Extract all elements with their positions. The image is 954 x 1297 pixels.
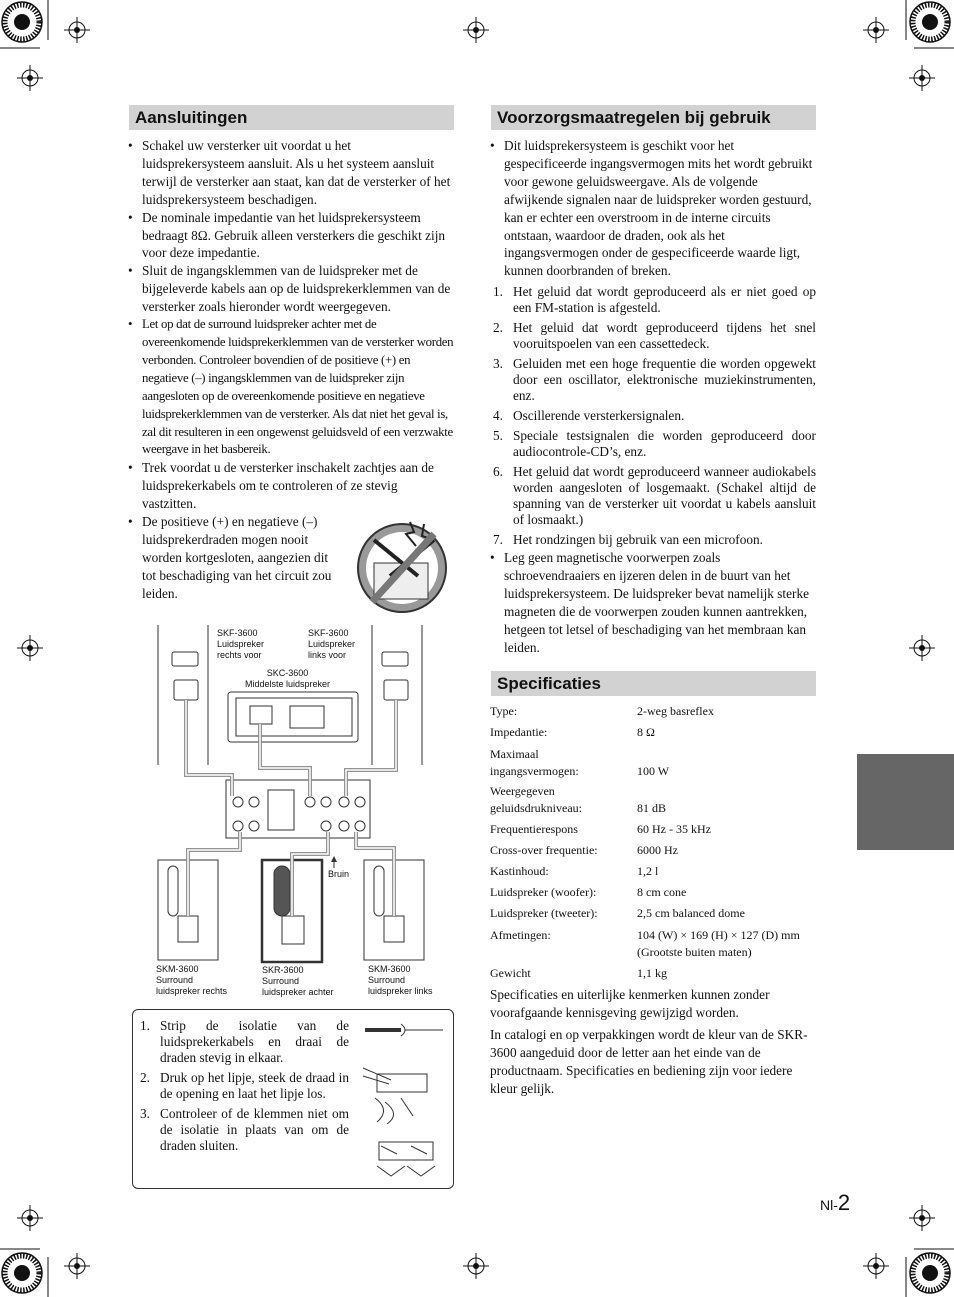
label-skr: SKR-3600 Surround luidspreker achter [262, 965, 334, 997]
color-note: In catalogi en op verpakkingen wordt de kleur van de SKR-3600 aangeduid door de letter aan het einde van de productnaam. Specificaties en bediening zijn voor iedere kleur gelijk. [490, 1027, 808, 1096]
bullet-item: • De positieve (+) en negatieve (–) luidsprekerdraden mogen nooit worden kortgesloten, aangezien dit tot beschadiging van het circuit zou leiden. [128, 513, 334, 603]
bullet-item: • Dit luidsprekersysteem is geschikt voor het gespecificeerde ingangsvermogen mits het wordt gebruikt voor gewone geluidsweergave. Als de volgende afwijkende signalen naar de luidspreker worden gestuurd, kan er echter een overstroom in de interne circuits ontstaan, waardoor de draden, ook als het ingangsvermogen onder de gespecificeerde waarde ligt, kunnen doorbranden of breken. [490, 137, 817, 280]
numbered-item: 2. Het geluid dat wordt geproduceerd tijdens het snel vooruitspoelen van een cassettedeck. [493, 320, 816, 351]
label-skm-left: SKM-3600 Surround luidspreker links [368, 964, 433, 996]
section-heading-specificaties: Specificaties [491, 671, 816, 696]
label-bruin: Bruin [328, 869, 350, 879]
step-item: 3. Controleer of de klemmen niet om de isolatie in plaats van om de draden sluiten. [140, 1106, 349, 1153]
numbered-item: 4. Oscillerende versterkersignalen. [493, 408, 685, 423]
bullet-item: • Schakel uw versterker uit voordat u het luidsprekersysteem aansluit. Als u het systeem aansluit terwijl de versterker aan staat, kan dat de versterker of het luidsprekersysteem beschadigen. [128, 137, 455, 209]
bullet-item: • Sluit de ingangsklemmen van de luidspreker met de bijgeleverde kabels aan op de luidsprekerklemmen van de versterker zoals hieronder wordt weergegeven. [128, 262, 455, 316]
numbered-item: 3. Geluiden met een hoge frequentie die worden opgewekt door een oscillator, elektronische muziekinstrumenten, enz. [493, 356, 816, 403]
numbered-item: 5. Speciale testsignalen die worden geproduceerd door audiocontrole-CD’s, enz. [493, 428, 816, 459]
spec-note: Specificaties en uiterlijke kenmerken kunnen zonder voorafgaande kennisgeving gewijzigd worden. [490, 987, 770, 1020]
bullet-item: • Let op dat de surround luidspreker achter met de overeenkomende luidsprekerklemmen van de versterker worden verbonden. Controleer bovendien of de positieve (+) en negatieve (–) ingangsklemmen van de luidspreker zijn aangesloten op de overeenkomende positieve en negatieve luidsprekerklemmen van de versterker. Als dat niet het geval is, zal dit resulteren in een ongewenst geluidsveld of een verzwakte weergave in het basbereik. [128, 316, 455, 459]
numbered-item: 6. Het geluid dat wordt geproduceerd wanneer audiokabels worden aangesloten of losgemaakt. (Schakel altijd de spanning van de versterker uit voordat u kabels aansluit of losmaakt.) [493, 464, 816, 527]
label-skf-left: SKF-3600 Luidspreker links voor [308, 628, 356, 660]
bullet-item: • Trek voordat u de versterker inschakelt zachtjes aan de luidsprekerkabels om te controleren of ze stevig vastzitten. [128, 459, 455, 513]
page-number: Nl-2 [820, 1190, 851, 1215]
numbered-item: 7. Het rondzingen bij gebruik van een microfoon. [493, 532, 763, 547]
bullet-item: • Leg geen magnetische voorwerpen zoals schroevendraaiers en ijzeren delen in de buurt van het luidsprekersysteem. De luidspreker bevat namelijk sterke magneten die de voorwerpen zouden kunnen aantrekken, hetgeen tot letsel of beschadiging van het membraan kan leiden. [490, 549, 817, 656]
section-heading-aansluitingen: Aansluitingen [129, 105, 454, 130]
section-heading-voorzorgsmaatregelen: Voorzorgsmaatregelen bij gebruik [491, 105, 816, 130]
label-skc: SKC-3600 Middelste luidspreker [245, 668, 331, 689]
step-item: 2. Druk op het lipje, steek de draad in de opening en laat het lipje los. [140, 1070, 349, 1101]
label-skm-right: SKM-3600 Surround luidspreker rechts [156, 964, 228, 996]
numbered-item: 1. Het geluid dat wordt geproduceerd als er niet goed op een FM-station is afgesteld. [493, 284, 816, 315]
label-skf-right: SKF-3600 Luidspreker rechts voor [217, 628, 265, 660]
bullet-item: • De nominale impedantie van het luidsprekersysteem bedraagt 8Ω. Gebruik alleen versterkers die geschikt zijn voor deze impedantie. [128, 209, 455, 263]
step-item: 1. Strip de isolatie van de luidsprekerkabels en draai de draden stevig in elkaar. [140, 1018, 349, 1065]
